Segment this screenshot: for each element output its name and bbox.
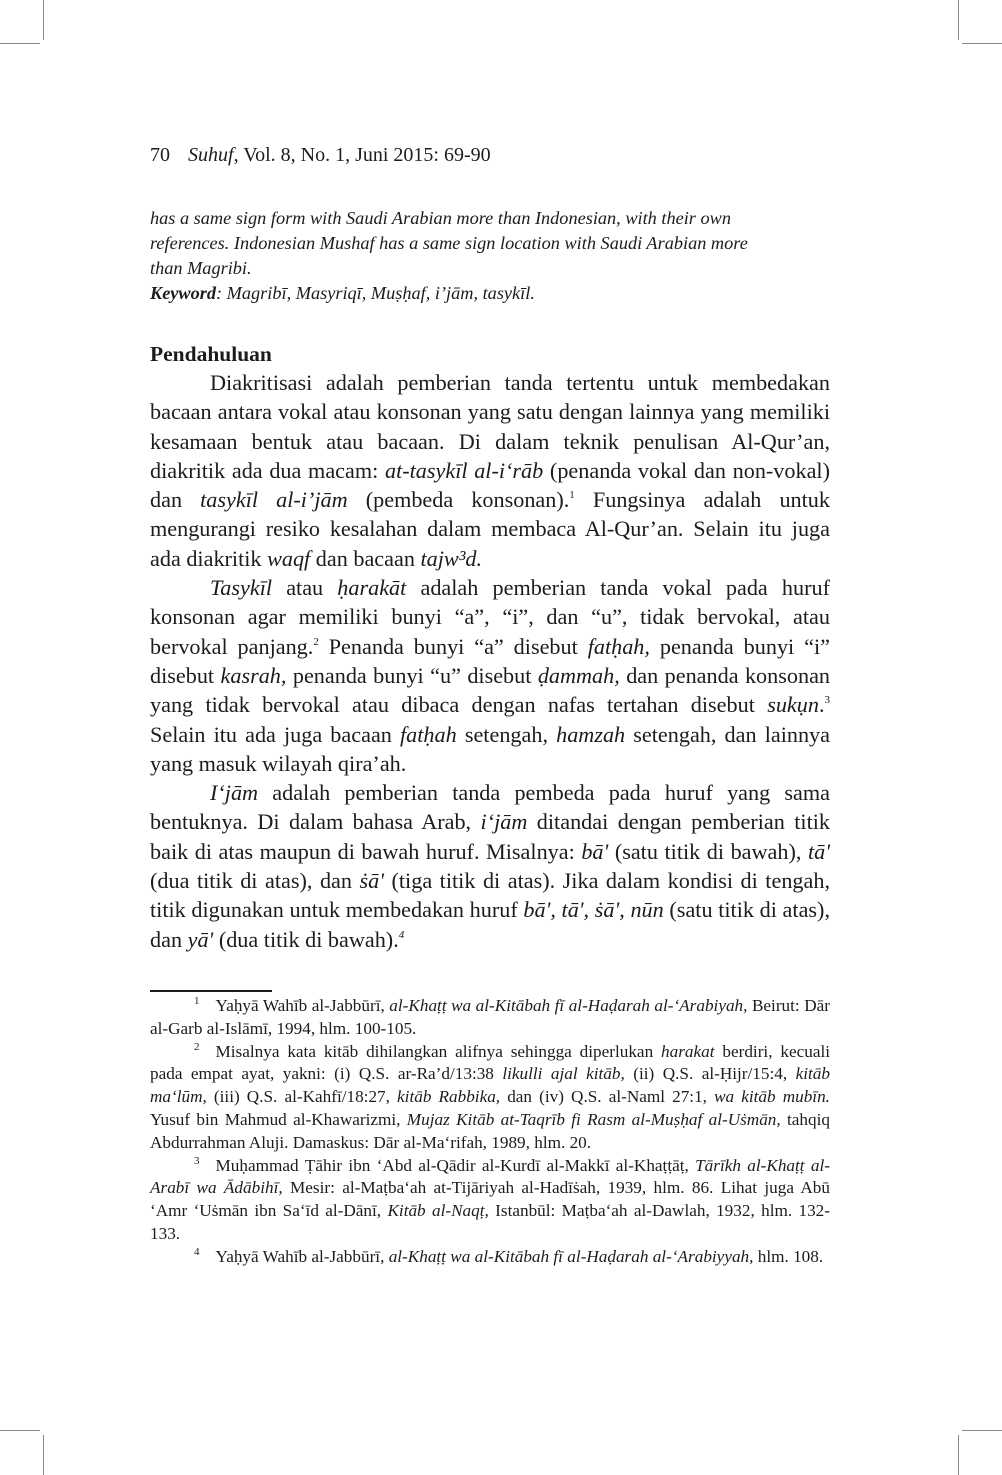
italic-term: waqf bbox=[267, 545, 311, 571]
text-run: penanda bunyi “i” disebut bbox=[150, 633, 830, 688]
footnote-number: 2 bbox=[194, 1040, 200, 1053]
italic-term: kasrah, bbox=[220, 662, 287, 688]
footnote-rule bbox=[150, 990, 272, 992]
footnote bbox=[150, 1246, 830, 1269]
footnote-number: 4 bbox=[194, 1245, 200, 1258]
text-run: adalah pemberian tanda vokal pada huruf konsonan agar memiliki bunyi “a”, “i”, dan “u”, tidak bervokal, atau bervokal panjang. bbox=[150, 575, 830, 659]
italic-term: hamzah bbox=[556, 721, 626, 747]
running-head bbox=[150, 143, 491, 167]
text-run: setengah, bbox=[456, 721, 557, 747]
text-run: berdiri, kecuali pada empat ayat, yakni: (i) Q.S. ar-Ra’d/13:38 bbox=[150, 1041, 830, 1084]
text-run: . bbox=[818, 692, 825, 718]
body-paragraph bbox=[150, 573, 830, 778]
text-run: (penanda vokal dan non-vokal) dan bbox=[150, 457, 830, 513]
italic-term: harakat bbox=[661, 1041, 715, 1061]
text-run: Beirut: Dār al-Garb al-Islāmī, 1994, hlm. 100-105. bbox=[150, 996, 830, 1038]
italic-term: kitāb ma‘lūm, bbox=[150, 1064, 830, 1107]
keywords-text: : Magribī, Masyriqī, Muṣḥaf, i’jām, tasykīl. bbox=[216, 283, 535, 303]
abstract-line: has a same sign form with Saudi Arabian more than Indonesian, with their own bbox=[150, 208, 731, 228]
text-run: Diakritisasi adalah pemberian tanda tertentu untuk membedakan bacaan antara vokal atau konsonan yang satu dengan lainnya yang memiliki kesamaan bentuk atau bacaan. Di dalam teknik penulisan Al-Qur’an, diakritik ada dua macam: bbox=[150, 370, 830, 483]
page-number: 70 bbox=[150, 144, 170, 166]
text-run: dan bacaan bbox=[310, 545, 421, 571]
footnotes bbox=[150, 995, 830, 1269]
italic-term: at-tasykīl al-i‘rāb bbox=[384, 457, 544, 483]
footnote-number: 3 bbox=[194, 1154, 200, 1167]
italic-term: Mujaz Kitāb at-Taqrīb fi Rasm al-Muṣḥaf al-Uṡmān, bbox=[406, 1109, 781, 1129]
text-run: Fungsinya adalah untuk mengurangi resiko kesalahan dalam membaca Al-Qur’an. Selain itu juga ada diakritik bbox=[150, 487, 830, 571]
crop-mark bbox=[43, 1435, 44, 1475]
text-run: (iii) Q.S. al-Kahfī/18:27, bbox=[206, 1087, 398, 1107]
body-text bbox=[150, 368, 830, 954]
italic-term: fatḥah bbox=[400, 721, 457, 747]
text-run: hlm. 108. bbox=[753, 1246, 824, 1266]
italic-term: ḍammah, bbox=[537, 662, 620, 688]
body-paragraph bbox=[150, 368, 830, 573]
abstract-line: than Magribi. bbox=[150, 258, 252, 278]
text-run: Muḥammad Ṭāhir ibn ‘Abd al-Qādir al-Kurdī al-Makkī al-Khaṭṭāṭ, bbox=[215, 1155, 696, 1175]
keywords-label: Keyword bbox=[150, 283, 217, 303]
text-run: (tiga titik di atas). Jika dalam kondisi di tengah, titik digunakan untuk membedakan huruf bbox=[150, 868, 830, 923]
italic-term: yā' bbox=[187, 926, 214, 952]
italic-term: sukụn bbox=[767, 692, 819, 718]
crop-mark bbox=[0, 43, 40, 44]
journal-citation: , Vol. 8, No. 1, Juni 2015: 69-90 bbox=[233, 144, 491, 166]
italic-term: al-Khaṭṭ wa al-Kitābah fī al-Haḍarah al-‘Arabiyyah, bbox=[388, 1246, 754, 1266]
footnote-reference: 2 bbox=[313, 635, 319, 648]
italic-term: I‘jām bbox=[210, 780, 259, 806]
footnote-reference: 4 bbox=[398, 928, 405, 941]
crop-mark bbox=[962, 1430, 1002, 1431]
text-run: (pembeda konsonan). bbox=[347, 487, 570, 513]
crop-mark bbox=[958, 1435, 959, 1475]
italic-term: bā' bbox=[581, 838, 609, 864]
keywords-line bbox=[150, 281, 832, 306]
text-run: Yusuf bin Mahmud al-Khawarizmi, bbox=[150, 1109, 407, 1129]
footnote-reference: 1 bbox=[569, 489, 575, 502]
footnote-number: 1 bbox=[194, 995, 200, 1007]
text-run: penanda bunyi “u” disebut bbox=[286, 662, 538, 688]
text-run: dan (iv) Q.S. al-Naml 27:1, bbox=[500, 1087, 715, 1107]
text-run: adalah pemberian tanda pembeda pada huruf yang sama bentuknya. Di dalam bahasa Arab, bbox=[150, 780, 830, 835]
italic-term: kitāb Rabbika, bbox=[397, 1087, 501, 1107]
text-run: Yaḥyā Wahīb al-Jabbūrī, bbox=[215, 1246, 389, 1266]
crop-mark bbox=[43, 0, 44, 40]
crop-mark bbox=[958, 0, 959, 40]
text-run: Yaḥyā Wahīb al-Jabbūrī, bbox=[215, 996, 390, 1015]
italic-term: bā', tā', ṡā', nūn bbox=[523, 897, 664, 923]
text-run: Istanbūl: Maṭba‘ah al-Dawlah, 1932, hlm. 132-133. bbox=[150, 1201, 830, 1243]
italic-term: Tārīkh al-Khaṭṭ al-Arabī wa Ādābihī, bbox=[150, 1155, 830, 1198]
text-run: tahqiq Abdurrahman Aluji. Damaskus: Dār al-Ma‘rifah, 1989, hlm. 20. bbox=[150, 1109, 830, 1152]
body-paragraph bbox=[150, 778, 830, 954]
italic-term: Tasykīl bbox=[210, 575, 273, 601]
text-run: Mesir: al-Maṭba‘ah at-Tijāriyah al-Hadīṡah, 1939, hlm. 86. Lihat juga Abū ‘Amr ‘Uṡmān ibn Sa‘īd al-Dānī, bbox=[150, 1178, 830, 1221]
footnote bbox=[150, 995, 830, 1041]
text-run: Misalnya kata kitāb dihilangkan alifnya sehingga diperlukan bbox=[215, 1041, 662, 1061]
italic-term: al-Khaṭṭ wa al-Kitābah fī al-Haḍarah al-‘Arabiyah, bbox=[389, 996, 748, 1015]
text-run: (satu titik di atas), dan bbox=[150, 897, 830, 952]
footnote bbox=[150, 1155, 830, 1246]
text-run: (ii) Q.S. al-Ḥijr/15:4, bbox=[624, 1064, 796, 1084]
section-title: Pendahuluan bbox=[150, 342, 272, 366]
text-run: (dua titik di atas), dan bbox=[150, 868, 360, 894]
italic-term: wa kitāb mubīn. bbox=[714, 1087, 830, 1107]
italic-term: tasykīl al-i’jām bbox=[200, 487, 348, 513]
italic-term: i‘jām bbox=[480, 809, 528, 835]
italic-term: ḥarakāt bbox=[337, 575, 407, 601]
italic-term: tajw³d. bbox=[420, 545, 482, 571]
text-run: (dua titik di bawah). bbox=[213, 926, 399, 952]
italic-term: Kitāb al-Naqṭ, bbox=[387, 1201, 489, 1221]
text-run: (satu titik di bawah), bbox=[608, 838, 808, 864]
italic-term: ṡā' bbox=[359, 868, 384, 894]
crop-mark bbox=[962, 43, 1002, 44]
journal-name: Suhuf bbox=[188, 144, 234, 166]
italic-term: tā' bbox=[807, 838, 830, 864]
footnote-reference: 3 bbox=[824, 694, 830, 707]
crop-mark bbox=[0, 1430, 40, 1431]
text-run: ditandai dengan pemberian titik baik di atas maupun di bawah huruf. Misalnya: bbox=[150, 809, 830, 864]
abstract-text bbox=[150, 206, 832, 306]
text-run: atau bbox=[272, 575, 338, 601]
text-run: Penanda bunyi “a” disebut bbox=[318, 633, 588, 659]
text-run: Selain itu ada juga bacaan bbox=[150, 721, 400, 747]
italic-term: fatḥah, bbox=[587, 633, 650, 659]
footnote bbox=[150, 1041, 830, 1155]
abstract-line: references. Indonesian Mushaf has a same sign location with Saudi Arabian more bbox=[150, 233, 748, 253]
text-run: dan penanda konsonan yang tidak bervokal atau dibaca dengan nafas tertahan disebut bbox=[150, 662, 831, 718]
italic-term: likulli ajal kitāb, bbox=[502, 1064, 625, 1084]
text-run: setengah, dan lainnya yang masuk wilayah qira’ah. bbox=[150, 721, 830, 776]
